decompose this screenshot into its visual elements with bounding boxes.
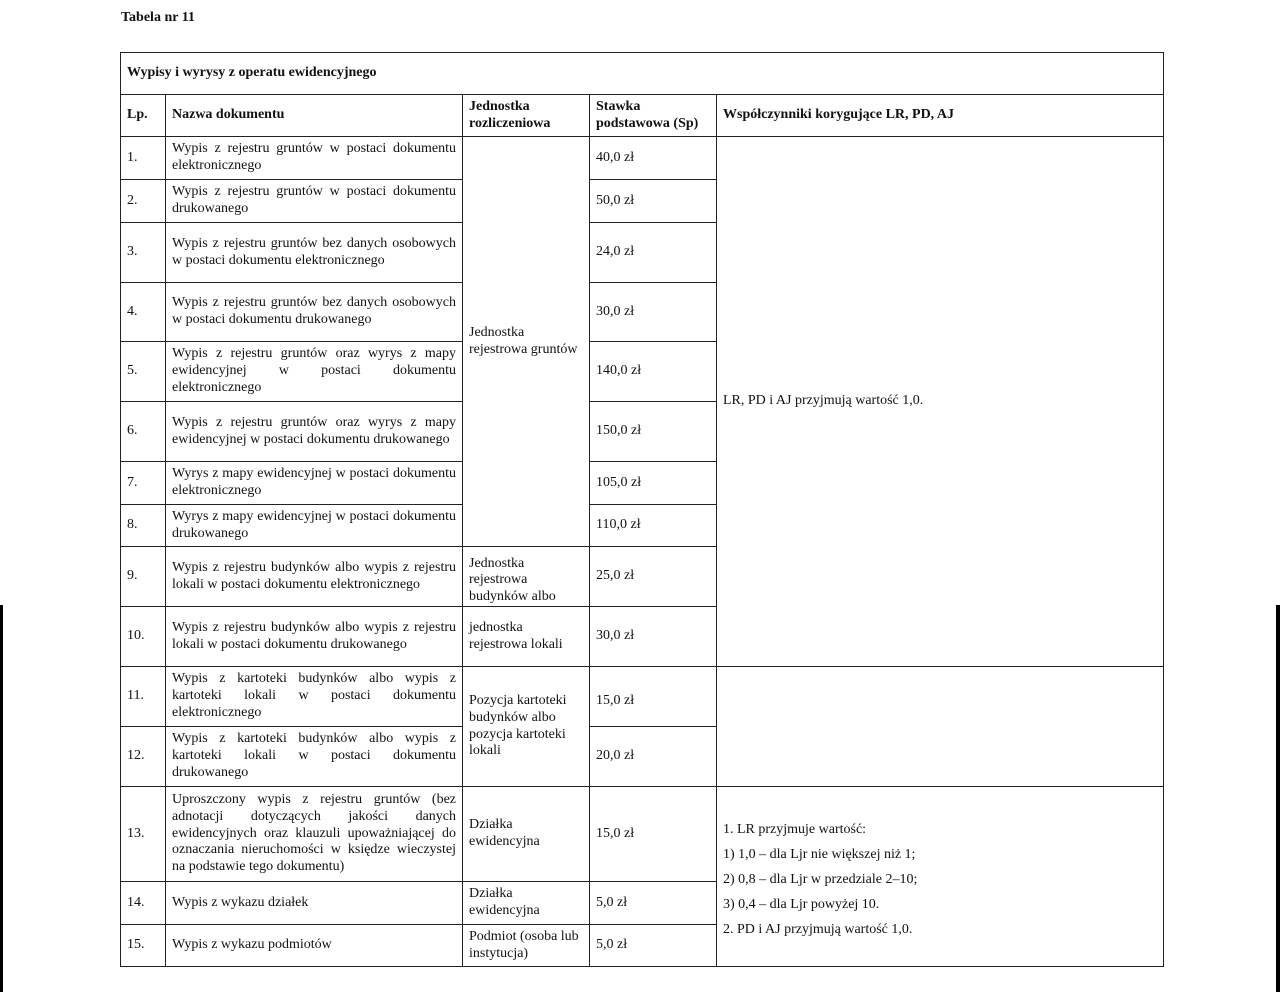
row-name: Wypis z rejestru gruntów oraz wyrys z mapy ewidencyjnej w postaci dokumentu drukowanego [166,402,463,462]
unit-kartoteka: Pozycja kartoteki budynków albo pozycja kartoteki lokali [463,667,590,787]
coef-list [717,787,1164,967]
row-lp: 2. [121,180,166,223]
table-row [121,787,1164,882]
table-caption: Tabela nr 11 [121,10,195,25]
row-name: Wypis z wykazu działek [166,882,463,925]
row-name: Wypis z rejestru budynków albo wypis z rejestru lokali w postaci dokumentu elektronicznego [166,547,463,607]
table-row [121,667,1164,727]
row-name: Wyrys z mapy ewidencyjnej w postaci dokumentu drukowanego [166,505,463,547]
coef-main: LR, PD i AJ przyjmują wartość 1,0. [717,137,1164,667]
row-name: Wypis z rejestru budynków albo wypis z rejestru lokali w postaci dokumentu drukowanego [166,607,463,667]
row-rate: 140,0 zł [590,342,717,402]
row-lp: 8. [121,505,166,547]
row-name: Wypis z rejestru gruntów w postaci dokumentu drukowanego [166,180,463,223]
unit-dzialka: Działka ewidencyjna [463,882,590,925]
coef-line: 3) 0,4 – dla Ljr powyżej 10. [723,897,880,912]
row-rate: 150,0 zł [590,402,717,462]
row-lp: 10. [121,607,166,667]
header-lp: Lp. [121,95,166,137]
row-lp: 4. [121,283,166,342]
row-name: Wypis z rejestru gruntów bez danych osobowych w postaci dokumentu drukowanego [166,283,463,342]
row-lp: 11. [121,667,166,727]
header-coef: Współczynniki korygujące LR, PD, AJ [717,95,1164,137]
header-name: Nazwa dokumentu [166,95,463,137]
coef-empty [717,667,1164,787]
row-rate: 25,0 zł [590,547,717,607]
row-name: Wypis z rejestru gruntów bez danych osobowych w postaci dokumentu elektronicznego [166,223,463,283]
row-lp: 15. [121,925,166,967]
row-name: Wypis z wykazu podmiotów [166,925,463,967]
row-name: Uproszczony wypis z rejestru gruntów (bez adnotacji dotyczących jakości danych ewidencyjnych oraz klauzuli upoważniającej do oznaczania nieruchomości w księdze wieczystej na podstawie tego dokumentu) [166,787,463,882]
coef-line: 1) 1,0 – dla Ljr nie większej niż 1; [723,847,916,862]
row-rate: 20,0 zł [590,727,717,787]
row-rate: 15,0 zł [590,787,717,882]
row-rate: 5,0 zł [590,925,717,967]
row-rate: 50,0 zł [590,180,717,223]
row-lp: 6. [121,402,166,462]
row-lp: 7. [121,462,166,505]
row-rate: 40,0 zł [590,137,717,180]
row-name: Wypis z rejestru gruntów oraz wyrys z mapy ewidencyjnej w postaci dokumentu elektronicznego [166,342,463,402]
row-name: Wyrys z mapy ewidencyjnej w postaci dokumentu elektronicznego [166,462,463,505]
row-rate: 30,0 zł [590,607,717,667]
row-rate: 105,0 zł [590,462,717,505]
row-rate: 15,0 zł [590,667,717,727]
row-lp: 13. [121,787,166,882]
row-lp: 1. [121,137,166,180]
header-unit: Jednostka rozliczeniowa [463,95,590,137]
header-rate: Stawka podstawowa (Sp) [590,95,717,137]
unit-podmiot: Podmiot (osoba lub instytucja) [463,925,590,967]
unit-budynki-bottom: jednostka rejestrowa lokali [463,607,590,667]
coef-line: 2. PD i AJ przyjmują wartość 1,0. [723,922,913,937]
row-rate: 110,0 zł [590,505,717,547]
row-lp: 12. [121,727,166,787]
unit-dzialka: Działka ewidencyjna [463,787,590,882]
scan-edge-right [1276,605,1280,992]
fees-table [120,52,1164,967]
row-rate: 30,0 zł [590,283,717,342]
row-lp: 14. [121,882,166,925]
row-name: Wypis z rejestru gruntów w postaci dokumentu elektronicznego [166,137,463,180]
table-title: Wypisy i wyrysy z operatu ewidencyjnego [121,53,1164,95]
row-rate: 24,0 zł [590,223,717,283]
scan-edge-left [0,605,3,992]
header-row [121,95,1164,137]
row-lp: 9. [121,547,166,607]
coef-line: 2) 0,8 – dla Ljr w przedziale 2–10; [723,872,918,887]
row-lp: 5. [121,342,166,402]
table-row [121,137,1164,180]
row-lp: 3. [121,223,166,283]
row-rate: 5,0 zł [590,882,717,925]
row-name: Wypis z kartoteki budynków albo wypis z kartoteki lokali w postaci dokumentu drukowanego [166,727,463,787]
coef-line: 1. LR przyjmuje wartość: [723,822,867,837]
unit-budynki-top: Jednostka rejestrowa budynków albo [463,547,590,607]
row-name: Wypis z kartoteki budynków albo wypis z kartoteki lokali w postaci dokumentu elektronicznego [166,667,463,727]
unit-grunty: Jednostka rejestrowa gruntów [463,137,590,547]
